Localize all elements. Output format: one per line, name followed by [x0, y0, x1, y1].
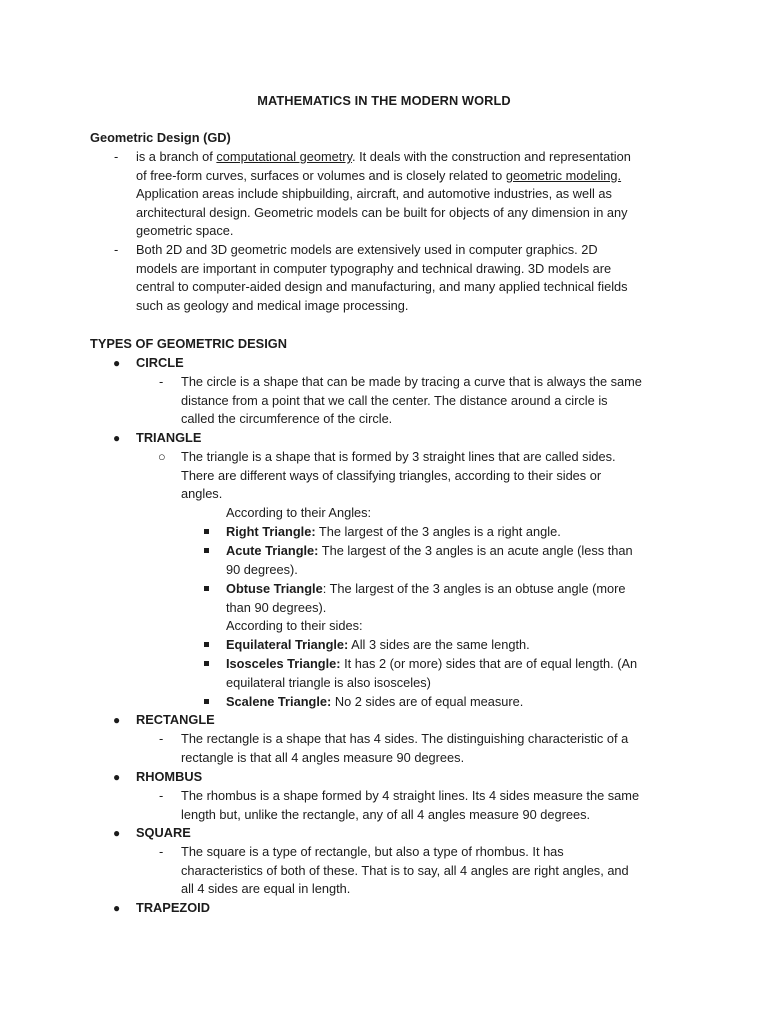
dash-marker: - [159, 731, 164, 746]
gd-item-2-line-3: central to computer-aided design and manufacturing, and many applied technical fields [136, 279, 628, 294]
page-title: MATHEMATICS IN THE MODERN WORLD [257, 93, 511, 108]
gd-heading: Geometric Design (GD) [90, 130, 231, 145]
equilateral-triangle-item: Equilateral Triangle: All 3 sides are the same length. [226, 637, 530, 652]
gd-item-1-line-3: Application areas include shipbuilding, aircraft, and automotive industries, as well as [136, 186, 612, 201]
circle-line-1: The circle is a shape that can be made by tracing a curve that is always the same [181, 374, 642, 389]
hollow-circle-bullet-icon: ○ [158, 449, 166, 464]
circle-line-3: called the circumference of the circle. [181, 411, 393, 426]
square-bullet-icon [204, 661, 209, 666]
sides-subheading: According to their sides: [226, 618, 363, 633]
rectangle-line-2: rectangle is that all 4 angles measure 90 degrees. [181, 749, 465, 765]
obtuse-triangle-item: Obtuse Triangle: The largest of the 3 angles is an obtuse angle (more [226, 581, 626, 596]
gd-item-2-line-1: Both 2D and 3D geometric models are extensively used in computer graphics. 2D [136, 242, 598, 257]
square-bullet-icon [204, 586, 209, 591]
rhombus-line-1: The rhombus is a shape formed by 4 straight lines. Its 4 sides measure the same [181, 788, 640, 803]
trapezoid-label: TRAPEZOID [136, 900, 210, 915]
square-line-2: characteristics of both of these. That is to say, all 4 angles are right angles, and [181, 862, 629, 878]
right-triangle-item: Right Triangle: The largest of the 3 angles is a right angle. [226, 524, 561, 539]
dash-marker: - [114, 149, 119, 164]
acute-triangle-cont: 90 degrees). [226, 561, 298, 577]
rhombus-label: RHOMBUS [136, 769, 203, 784]
types-heading: TYPES OF GEOMETRIC DESIGN [90, 336, 287, 351]
dash-marker: - [114, 242, 119, 257]
scalene-triangle-item: Scalene Triangle: No 2 sides are of equal measure. [226, 694, 524, 709]
square-bullet-icon [204, 642, 209, 647]
bullet-icon: ● [113, 431, 121, 445]
square-line-3: all 4 sides are equal in length. [181, 881, 351, 896]
triangle-line-3: angles. [181, 486, 223, 501]
angles-subheading: According to their Angles: [226, 505, 372, 520]
gd-item-2-line-4: such as geology and medical image processing. [136, 297, 409, 313]
isosceles-triangle-item: Isosceles Triangle: It has 2 (or more) sides that are of equal length. (An [226, 656, 638, 671]
gd-item-1-line-2: of free-form curves, surfaces or volumes and is closely related to geometric modeling. [136, 167, 622, 183]
square-label: SQUARE [136, 825, 191, 840]
dash-marker: - [159, 374, 164, 389]
square-bullet-icon [204, 529, 209, 534]
bullet-icon: ● [113, 356, 121, 370]
bullet-icon: ● [113, 901, 121, 915]
rhombus-line-2: length but, unlike the rectangle, any of all 4 angles measure 90 degrees. [181, 806, 591, 822]
isosceles-triangle-cont: equilateral triangle is also isosceles) [226, 674, 431, 690]
triangle-line-1: The triangle is a shape that is formed by 3 straight lines that are called sides. [181, 449, 616, 464]
bullet-icon: ● [113, 770, 121, 784]
computational-geometry-link[interactable]: computational geometry [216, 149, 353, 164]
square-bullet-icon [204, 548, 209, 553]
geometric-modeling-link[interactable]: geometric modeling. [505, 167, 622, 183]
acute-triangle-item: Acute Triangle: The largest of the 3 angles is an acute angle (less than [226, 543, 633, 558]
rectangle-label: RECTANGLE [136, 712, 215, 727]
square-bullet-icon [204, 699, 209, 704]
gd-item-2-line-2: models are important in computer typography and technical drawing. 3D models are [136, 260, 612, 276]
obtuse-triangle-cont: than 90 degrees). [226, 599, 327, 615]
square-line-1: The square is a type of rectangle, but also a type of rhombus. It has [181, 844, 564, 859]
circle-line-2: distance from a point that we call the center. The distance around a circle is [181, 392, 608, 408]
gd-item-1-line-4: architectural design. Geometric models can be built for objects of any dimension in any [136, 204, 628, 220]
rectangle-line-1: The rectangle is a shape that has 4 sides. The distinguishing characteristic of a [181, 731, 629, 746]
triangle-label: TRIANGLE [136, 430, 202, 445]
bullet-icon: ● [113, 826, 121, 840]
circle-label: CIRCLE [136, 355, 184, 370]
gd-item-1-line-5: geometric space. [136, 223, 234, 238]
triangle-line-2: There are different ways of classifying triangles, according to their sides or [181, 467, 602, 483]
bullet-icon: ● [113, 713, 121, 727]
dash-marker: - [159, 788, 164, 803]
dash-marker: - [159, 844, 164, 859]
gd-item-1-line-1: is a branch of computational geometry. It deals with the construction and representation [136, 149, 631, 164]
